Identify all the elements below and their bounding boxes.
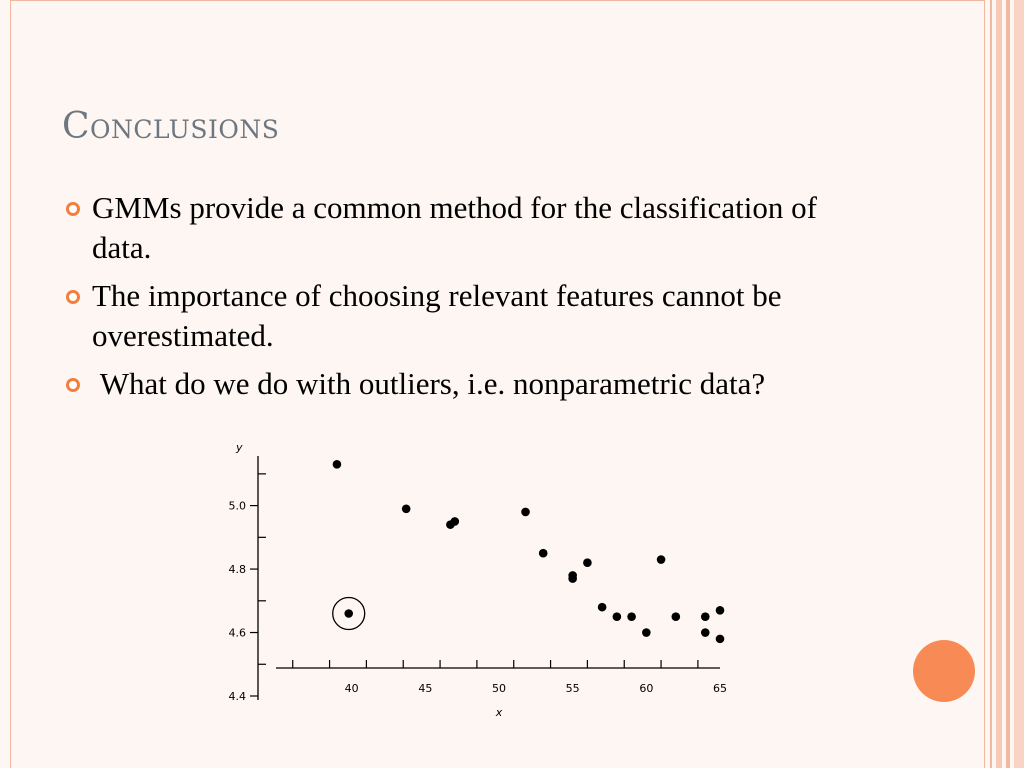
bullet-circle-icon	[66, 290, 80, 304]
scatter-point	[583, 558, 592, 567]
chart-points	[333, 460, 725, 643]
scatter-point	[627, 612, 636, 621]
scatter-point	[402, 504, 411, 513]
scatter-point	[613, 612, 622, 621]
x-tick-label: 40	[344, 682, 359, 695]
bullet-circle-icon	[66, 202, 80, 216]
x-tick-label: 55	[565, 682, 580, 695]
x-tick-label: 65	[713, 682, 727, 695]
bullet-text: What do we do with outliers, i.e. nonparametric data?	[92, 366, 766, 401]
bullet-list	[62, 188, 882, 412]
y-axis-label: y	[236, 441, 243, 454]
scatter-point	[568, 574, 577, 583]
x-tick-label: 50	[492, 682, 506, 695]
decorative-stripes	[984, 0, 1024, 768]
bullet-item	[62, 364, 882, 404]
scatter-point	[451, 517, 460, 526]
bullet-item	[62, 276, 882, 356]
scatter-point	[672, 612, 681, 621]
scatter-chart	[210, 436, 730, 726]
x-tick-label: 60	[639, 682, 654, 695]
bullet-text: GMMs provide a common method for the classification of data.	[92, 190, 817, 265]
slide-frame-top	[10, 0, 985, 1]
y-tick-label: 5.0	[228, 499, 246, 513]
x-axis-label: x	[495, 706, 503, 719]
scatter-point	[521, 508, 530, 517]
y-tick-label: 4.4	[228, 690, 246, 703]
scatter-point	[344, 609, 353, 618]
decorative-orange-circle	[913, 640, 975, 702]
scatter-point	[716, 606, 725, 615]
scatter-point	[333, 460, 342, 469]
y-tick-label: 4.8	[228, 563, 246, 577]
bullet-circle-icon	[66, 378, 80, 392]
scatter-point	[701, 612, 710, 621]
scatter-point	[701, 628, 710, 637]
scatter-point	[598, 603, 607, 612]
chart-axes	[229, 441, 728, 719]
scatter-point	[642, 628, 651, 637]
y-tick-label: 4.6	[228, 626, 246, 640]
slide-title: Conclusions	[62, 106, 280, 147]
scatter-point	[716, 635, 725, 644]
x-tick-label: 45	[418, 682, 433, 695]
bullet-item	[62, 188, 882, 268]
scatter-point	[539, 549, 548, 558]
scatter-point	[657, 555, 666, 564]
slide-frame-left	[10, 0, 11, 768]
bullet-text: The importance of choosing relevant features cannot be overestimated.	[92, 278, 782, 353]
